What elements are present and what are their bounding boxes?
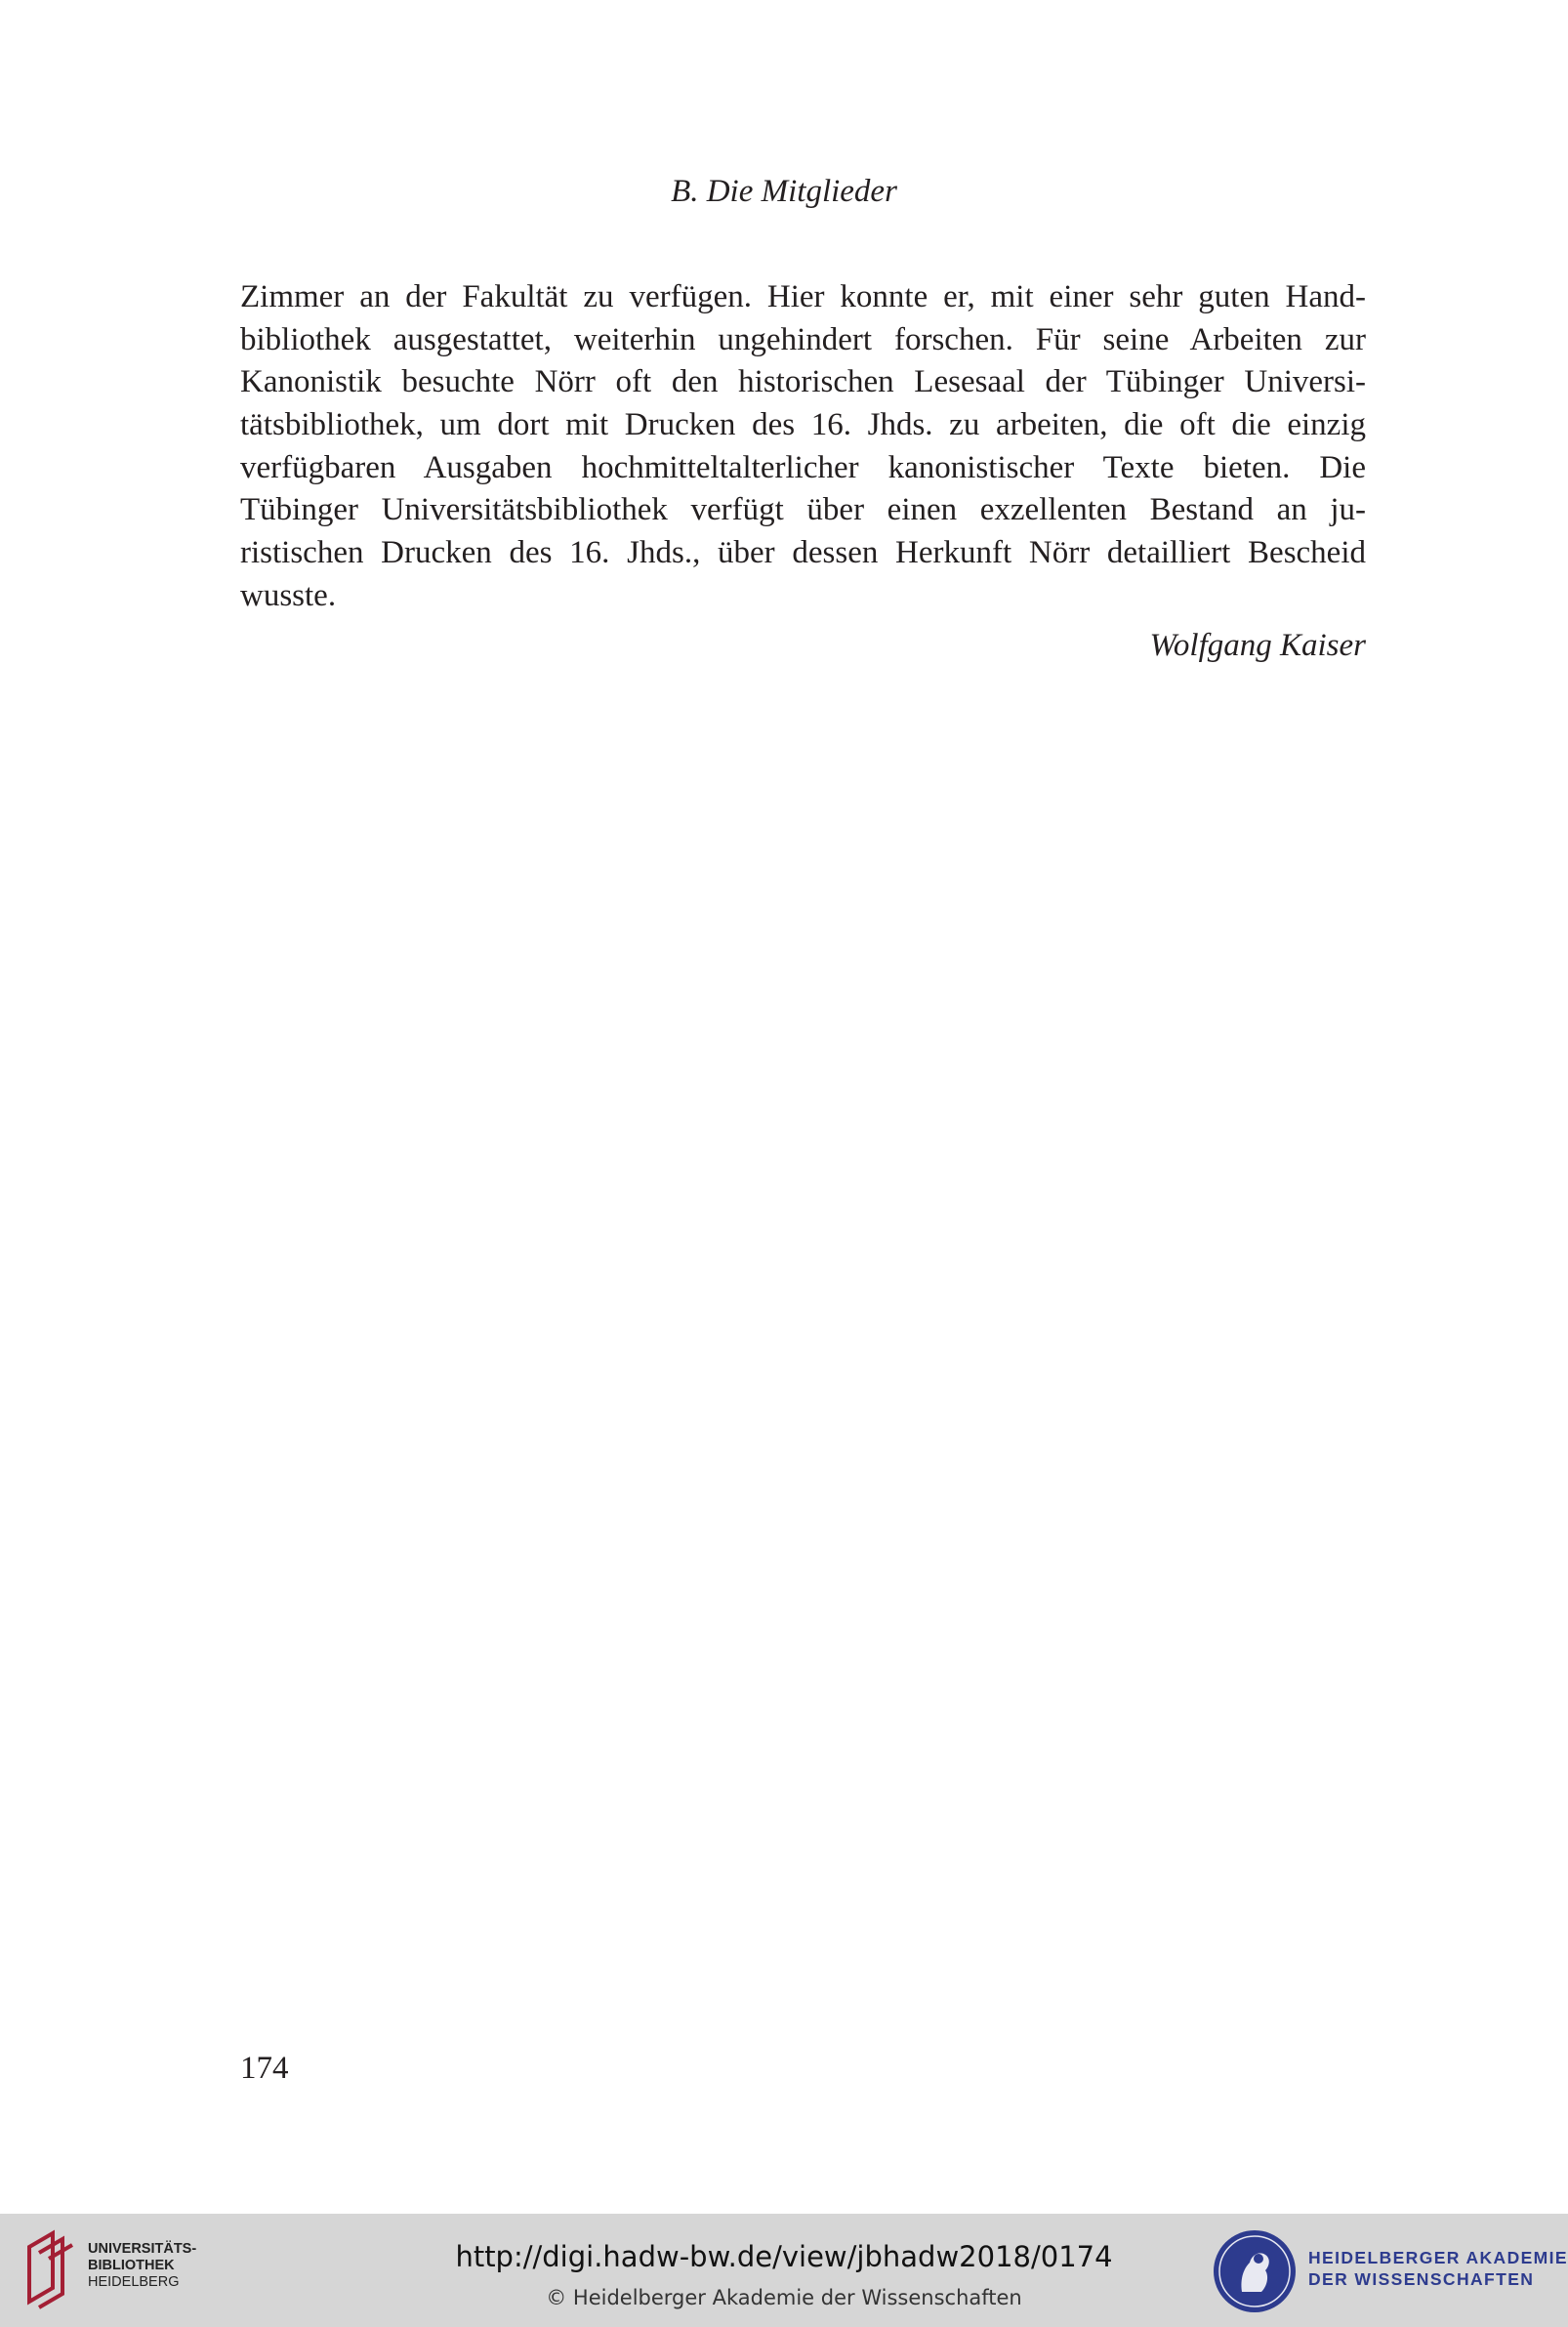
- page-number: 174: [240, 2051, 289, 2086]
- text-line: verfügbaren Ausgaben hochmitteltalterlicher kanonistischer Texte bieten. Die: [240, 449, 1366, 485]
- author-signature: Wolfgang Kaiser: [1149, 628, 1366, 663]
- permalink-url[interactable]: http://digi.hadw-bw.de/view/jbhadw2018/0174: [455, 2240, 1113, 2273]
- hadw-name-line2: DER WISSENSCHAFTEN: [1308, 2269, 1535, 2289]
- hadw-name-line1: HEIDELBERGER AKADEMIE: [1308, 2248, 1568, 2267]
- academy-name: [1308, 2247, 1568, 2290]
- text-line: tätsbibliothek, um dort mit Drucken des 16. Jhds. zu arbeiten, die oft die einzig: [240, 407, 1366, 443]
- text-line: Zimmer an der Fakultät zu verfügen. Hier konnte er, mit einer sehr guten Hand-: [240, 279, 1366, 314]
- text-line: wusste.: [240, 577, 337, 613]
- text-line: ristischen Drucken des 16. Jhds., über dessen Herkunft Nörr detailliert Bescheid: [240, 535, 1366, 571]
- ub-name-line1: UNIVERSITÄTS-: [88, 2241, 197, 2257]
- body-paragraph: [240, 276, 1366, 618]
- text-line: Kanonistik besuchte Nörr oft den historischen Lesesaal der Tübinger Universi-: [240, 364, 1366, 400]
- text-line: bibliothek ausgestattet, weiterhin ungehindert forschen. Für seine Arbeiten zur: [240, 321, 1366, 357]
- copyright-notice: © Heidelberger Akademie der Wissenschaften: [546, 2286, 1022, 2309]
- running-head: B. Die Mitglieder: [671, 174, 897, 209]
- footer-bar: [0, 2214, 1568, 2327]
- text-line: Tübinger Universitätsbibliothek verfügt über einen exzellenten Bestand an ju-: [240, 492, 1366, 528]
- ub-name-line2: BIBLIOTHEK: [88, 2258, 175, 2273]
- ub-name-line3: HEIDELBERG: [88, 2274, 180, 2290]
- academy-seal-icon[interactable]: [1211, 2227, 1299, 2320]
